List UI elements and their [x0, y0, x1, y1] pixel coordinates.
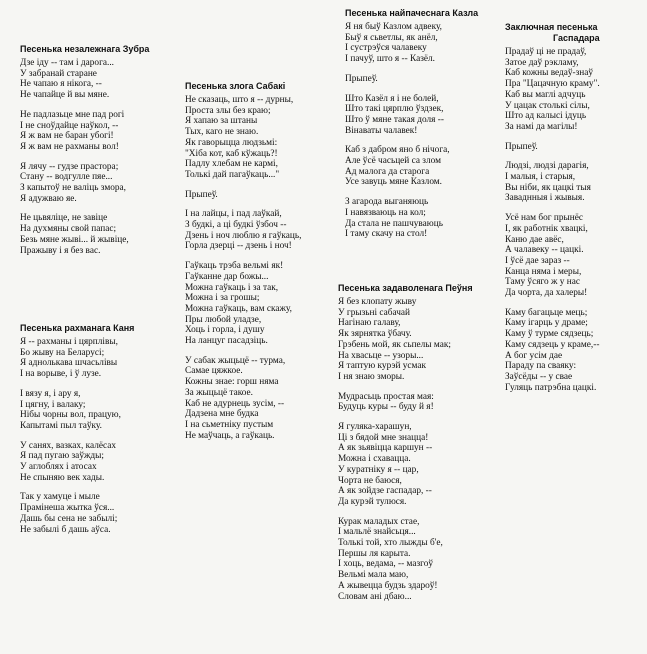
verse-line: Я пад пугаю заўжды;: [20, 451, 104, 462]
verse-line: І таму скачу на стол!: [345, 229, 428, 240]
verse-line: А жывецца будзь здароў!: [338, 580, 438, 591]
stanza: [345, 94, 478, 137]
verse-line: У забранай старане: [20, 68, 97, 79]
verse-line: Каб не адурнець зусім, --: [185, 398, 285, 409]
verse-line: З агарода выганяюць: [345, 197, 429, 208]
verse-line: Стану -- водгулле пяе...: [20, 172, 113, 183]
verse-line: І на ворыве, і ў лузе.: [20, 369, 102, 380]
verse-line: Я таптую курэй усмак: [338, 361, 426, 372]
verse-line: Самае цяжкое.: [185, 366, 243, 377]
verse-line: У цацак столькі сілы,: [505, 100, 590, 111]
song-gaspadar: [505, 22, 600, 402]
verse-line: Параду па сваяку:: [505, 361, 577, 372]
stanza: [505, 47, 600, 133]
stanza: [338, 517, 473, 603]
verse-line: Прадаў ці не прадаў,: [505, 47, 587, 57]
song-title-line2: Гаспадара: [553, 33, 600, 43]
verse-line: У санях, вазках, калёсах: [20, 440, 117, 451]
stanza: [505, 161, 600, 204]
verse-line: Каму ігарць у драме;: [505, 318, 588, 329]
verse-line: А бог усім дае: [505, 350, 563, 361]
verse-line: Гаўкаць трэба вельмі як!: [185, 261, 284, 272]
verse-line: І, як работнік хвацкі,: [505, 223, 588, 234]
verse-line: Усё нам бог прынёс: [505, 213, 583, 224]
verse-line: З капытоў не валіць змора,: [20, 183, 126, 194]
verse-line: Капытамі пыл таўку.: [20, 420, 102, 431]
verse-line: Я -- рахманы і цярплівы,: [20, 337, 118, 347]
verse-line: Хоць і горла, і душу: [185, 325, 265, 336]
verse-line: Я лячу -- гудзе прастора;: [20, 161, 119, 172]
verse-line: Можна гаўкаць і за так,: [185, 282, 279, 293]
verse-line: Прыпеў.: [345, 73, 378, 84]
stanza: [338, 422, 473, 508]
stanza: [338, 392, 473, 413]
stanza: [185, 261, 301, 347]
verse-line: Як зярнятка ўбачу.: [338, 329, 412, 340]
verse-line: Курак маладых стае,: [338, 516, 420, 527]
verse-line: Таму ўсяго ж у нас: [505, 277, 580, 288]
verse-line: Каму сядзець у краме,--: [505, 339, 600, 350]
verse-line: І мальлё знайсьця...: [338, 527, 416, 538]
verse-line: Прыпеў.: [185, 189, 218, 200]
song-text: [345, 22, 478, 240]
song-title: Песенька незалежнага Зубра: [20, 44, 150, 54]
verse-line: А чалавеку -- цацкі.: [505, 245, 584, 256]
verse-line: Не чапаю я нікога, --: [20, 79, 102, 90]
verse-line: І пачуў, што я -- Казёл.: [345, 54, 435, 65]
verse-line: Я хапаю за штаны: [185, 116, 258, 127]
verse-line: Проста злы без краю;: [185, 105, 271, 116]
verse-line: Што такі цярплю ўздзек,: [345, 104, 444, 115]
verse-line: Чорта не баюся,: [338, 475, 402, 486]
verse-line: Я гуляка-харашун,: [338, 422, 412, 433]
verse-line: За жыцьцё такое.: [185, 387, 253, 398]
stanza: [185, 209, 301, 252]
verse-line: Кожны знае: горш няма: [185, 377, 279, 388]
verse-line: Каб вы маглі адчуць: [505, 89, 586, 100]
stanza: [185, 95, 301, 181]
verse-line: Але ўсё часьцей са злом: [345, 156, 441, 167]
stanza: [345, 22, 478, 65]
verse-line: У куратніку я -- цар,: [338, 464, 419, 475]
verse-line: Можна і схавацца.: [338, 454, 411, 465]
verse-line: Што ў мяне такая доля --: [345, 114, 444, 125]
song-title: Песенька задаволенага Пеўня: [338, 283, 473, 293]
verse-line: І хоць, ведама, -- мазгоў: [338, 559, 434, 570]
verse-line: Людзі, людзі дарагія,: [505, 161, 589, 172]
stanza: [505, 213, 600, 299]
verse-line: А як зьявіцца каршун --: [338, 443, 433, 454]
verse-line: Прыпеў.: [505, 141, 538, 152]
song-text: [20, 58, 149, 256]
verse-line: Безь мяне жыві... й жывіце,: [20, 234, 129, 245]
verse-line: Пры любой уладзе,: [185, 314, 262, 325]
stanza: [20, 58, 149, 101]
verse-line: І не сноўдайце наўкол, --: [20, 120, 119, 131]
verse-line: На хвасьце -- узоры...: [338, 350, 424, 361]
stanza: [185, 190, 301, 201]
verse-line: Горла дзерці -- дзень і ноч!: [185, 241, 292, 252]
verse-line: І малыя, і старыя,: [505, 172, 576, 183]
verse-line: У грызьні сабачай: [338, 307, 411, 318]
verse-line: Каму багацьце мець;: [505, 307, 588, 318]
verse-line: І на лайцы, і пад лаўкай,: [185, 209, 282, 220]
song-title: Песенька злога Сабакі: [185, 81, 286, 91]
verse-line: Я адужваю яе.: [20, 193, 77, 204]
verse-line: Дашь бы сена не забылі;: [20, 513, 118, 524]
stanza: [505, 308, 600, 394]
verse-line: І ня знаю зморы.: [338, 371, 405, 382]
verse-line: "Хіба кот, каб кўжаць?!: [185, 148, 278, 159]
stanza: [345, 145, 478, 188]
verse-line: І сустрэўся чалавеку: [345, 43, 427, 54]
verse-line: Каб з дабром яно б нічога,: [345, 145, 450, 156]
verse-line: Можна гаўкаць, вам скажу,: [185, 303, 292, 314]
verse-line: Дадзена мне будка: [185, 409, 259, 420]
verse-line: З будкі, а ці будкі ўзбоч --: [185, 220, 287, 231]
song-title: [505, 22, 600, 44]
song-text: [505, 47, 600, 393]
verse-line: У аглоблях і атосах: [20, 462, 97, 473]
verse-line: Як гаворыцца людзьмі:: [185, 137, 278, 148]
verse-line: Дзень і ноч люблю я гаўкаць,: [185, 230, 302, 241]
verse-line: Не чапайце й вы мяне.: [20, 90, 110, 101]
song-kazel: [345, 8, 478, 249]
verse-line: Я аднолькава шчасьлівы: [20, 358, 118, 369]
verse-line: Я без клопату жыву: [338, 297, 417, 307]
verse-line: Быў я сьветлы, як анёл,: [345, 32, 438, 43]
verse-line: Што ад калысі ідуць: [505, 111, 587, 122]
verse-line: Я ня быў Казлом адвеку,: [345, 22, 442, 32]
verse-line: Не спыняю век хады.: [20, 472, 105, 483]
verse-line: Пра "Цацачную краму".: [505, 79, 600, 90]
verse-line: Што Казёл я і не болей,: [345, 93, 439, 104]
song-zubr: [20, 44, 149, 265]
verse-line: На ланцуг пасадзіць.: [185, 336, 268, 347]
verse-line: Вельмі мала маю,: [338, 570, 409, 581]
verse-line: Да стала не пашчуваюць: [345, 218, 443, 229]
verse-line: Каму ў турме сядзець;: [505, 329, 594, 340]
stanza: [20, 441, 134, 484]
song-title: Песенька рахманага Каня: [20, 323, 135, 333]
song-title: Песенька найпачеснага Казла: [345, 8, 479, 18]
verse-line: Заўсёды -- у свае: [505, 371, 573, 382]
verse-line: Так у хамуце і мыле: [20, 492, 100, 503]
verse-line: Не падлазьце мне пад рогі: [20, 109, 125, 120]
stanza: [505, 142, 600, 153]
verse-line: Каню дае авёс,: [505, 234, 564, 245]
verse-line: Я ж вам не баран убогі!: [20, 131, 114, 142]
verse-line: Да чорта, да халеры!: [505, 288, 588, 299]
verse-line: Пражыву і я без вас.: [20, 245, 101, 256]
verse-line: І цягну, і валаку;: [20, 399, 86, 410]
verse-line: І ўсё дае зараз --: [505, 255, 570, 266]
stanza: [20, 337, 134, 380]
stanza: [185, 356, 301, 442]
stanza: [345, 74, 478, 85]
verse-line: Затое даў рэкламу,: [505, 57, 579, 68]
stanza: [338, 297, 473, 383]
verse-line: А як зойдзе гаспадар, --: [338, 486, 432, 497]
verse-line: Не цьвяліце, не завіце: [20, 213, 108, 224]
verse-line: Не забылі б дашь аўса.: [20, 524, 111, 535]
stanza: [20, 213, 149, 256]
verse-line: Каб кожны ведаў-знаў: [505, 68, 594, 79]
song-title-line1: Заключная песенька: [505, 22, 598, 32]
verse-line: І вязу я, і ару я,: [20, 388, 81, 399]
song-text: [185, 95, 301, 441]
song-peven: [338, 283, 473, 611]
verse-line: Вы ніби, як цацкі тыя: [505, 182, 591, 193]
verse-line: Можна і за грошы;: [185, 293, 260, 304]
verse-line: Прамінеша жытка ўся...: [20, 503, 115, 514]
verse-line: Вінаваты чалавек!: [345, 125, 418, 136]
verse-line: Будуць куры -- буду й я!: [338, 402, 434, 413]
verse-line: Гуляць патрэбна цацкі.: [505, 382, 597, 393]
song-text: [338, 297, 473, 602]
verse-line: У сабак жыцьцё -- турма,: [185, 355, 286, 366]
verse-line: Бо жыву на Беларусі;: [20, 347, 105, 358]
verse-line: Ці з бядой мне знацца!: [338, 432, 429, 443]
verse-line: Нагінаю галаву,: [338, 318, 401, 329]
verse-line: На духмяны свой папас;: [20, 224, 117, 235]
verse-line: Ад малога да старога: [345, 166, 430, 177]
verse-line: І навязваюць на кол;: [345, 207, 426, 218]
verse-line: Заваднныя і жывыя.: [505, 193, 585, 204]
verse-line: Нібы чорны вол, працую,: [20, 410, 121, 421]
verse-line: Я ж вам не рахманы вол!: [20, 141, 119, 152]
verse-line: Толькі дай пагаўкаць...": [185, 169, 280, 180]
verse-line: І на сьметніку пустым: [185, 419, 274, 430]
stanza: [20, 492, 134, 535]
verse-line: Усе завуць мяне Казлом.: [345, 177, 442, 188]
verse-line: Канца няма і меры,: [505, 266, 582, 277]
verse-line: Мудрасьць простая мая:: [338, 391, 434, 402]
song-sabaka: [185, 81, 301, 450]
stanza: [20, 110, 149, 153]
verse-line: Толькі той, хто лыжды б'е,: [338, 538, 443, 549]
verse-line: Да курэй тулюся.: [338, 496, 407, 507]
song-kon: [20, 323, 134, 544]
stanza: [20, 389, 134, 432]
stanza: [345, 197, 478, 240]
verse-line: Словам ані дбаю...: [338, 591, 412, 602]
verse-line: Падлу хлебам не кармі,: [185, 159, 278, 170]
verse-line: Гаўканне дар божы...: [185, 271, 269, 282]
verse-line: За намі да магілы!: [505, 121, 578, 132]
verse-line: Першы ля карыта.: [338, 548, 411, 559]
song-text: [20, 337, 134, 535]
verse-line: Тых, каго не знаю.: [185, 127, 259, 138]
stanza: [20, 162, 149, 205]
verse-line: Грэбень мой, як сьпелы мак;: [338, 339, 451, 350]
verse-line: Дзе іду -- там і дарога...: [20, 58, 114, 68]
verse-line: Не сказаць, што я -- дурны,: [185, 95, 294, 105]
verse-line: Не маўчаць, а гаўкаць.: [185, 430, 275, 441]
